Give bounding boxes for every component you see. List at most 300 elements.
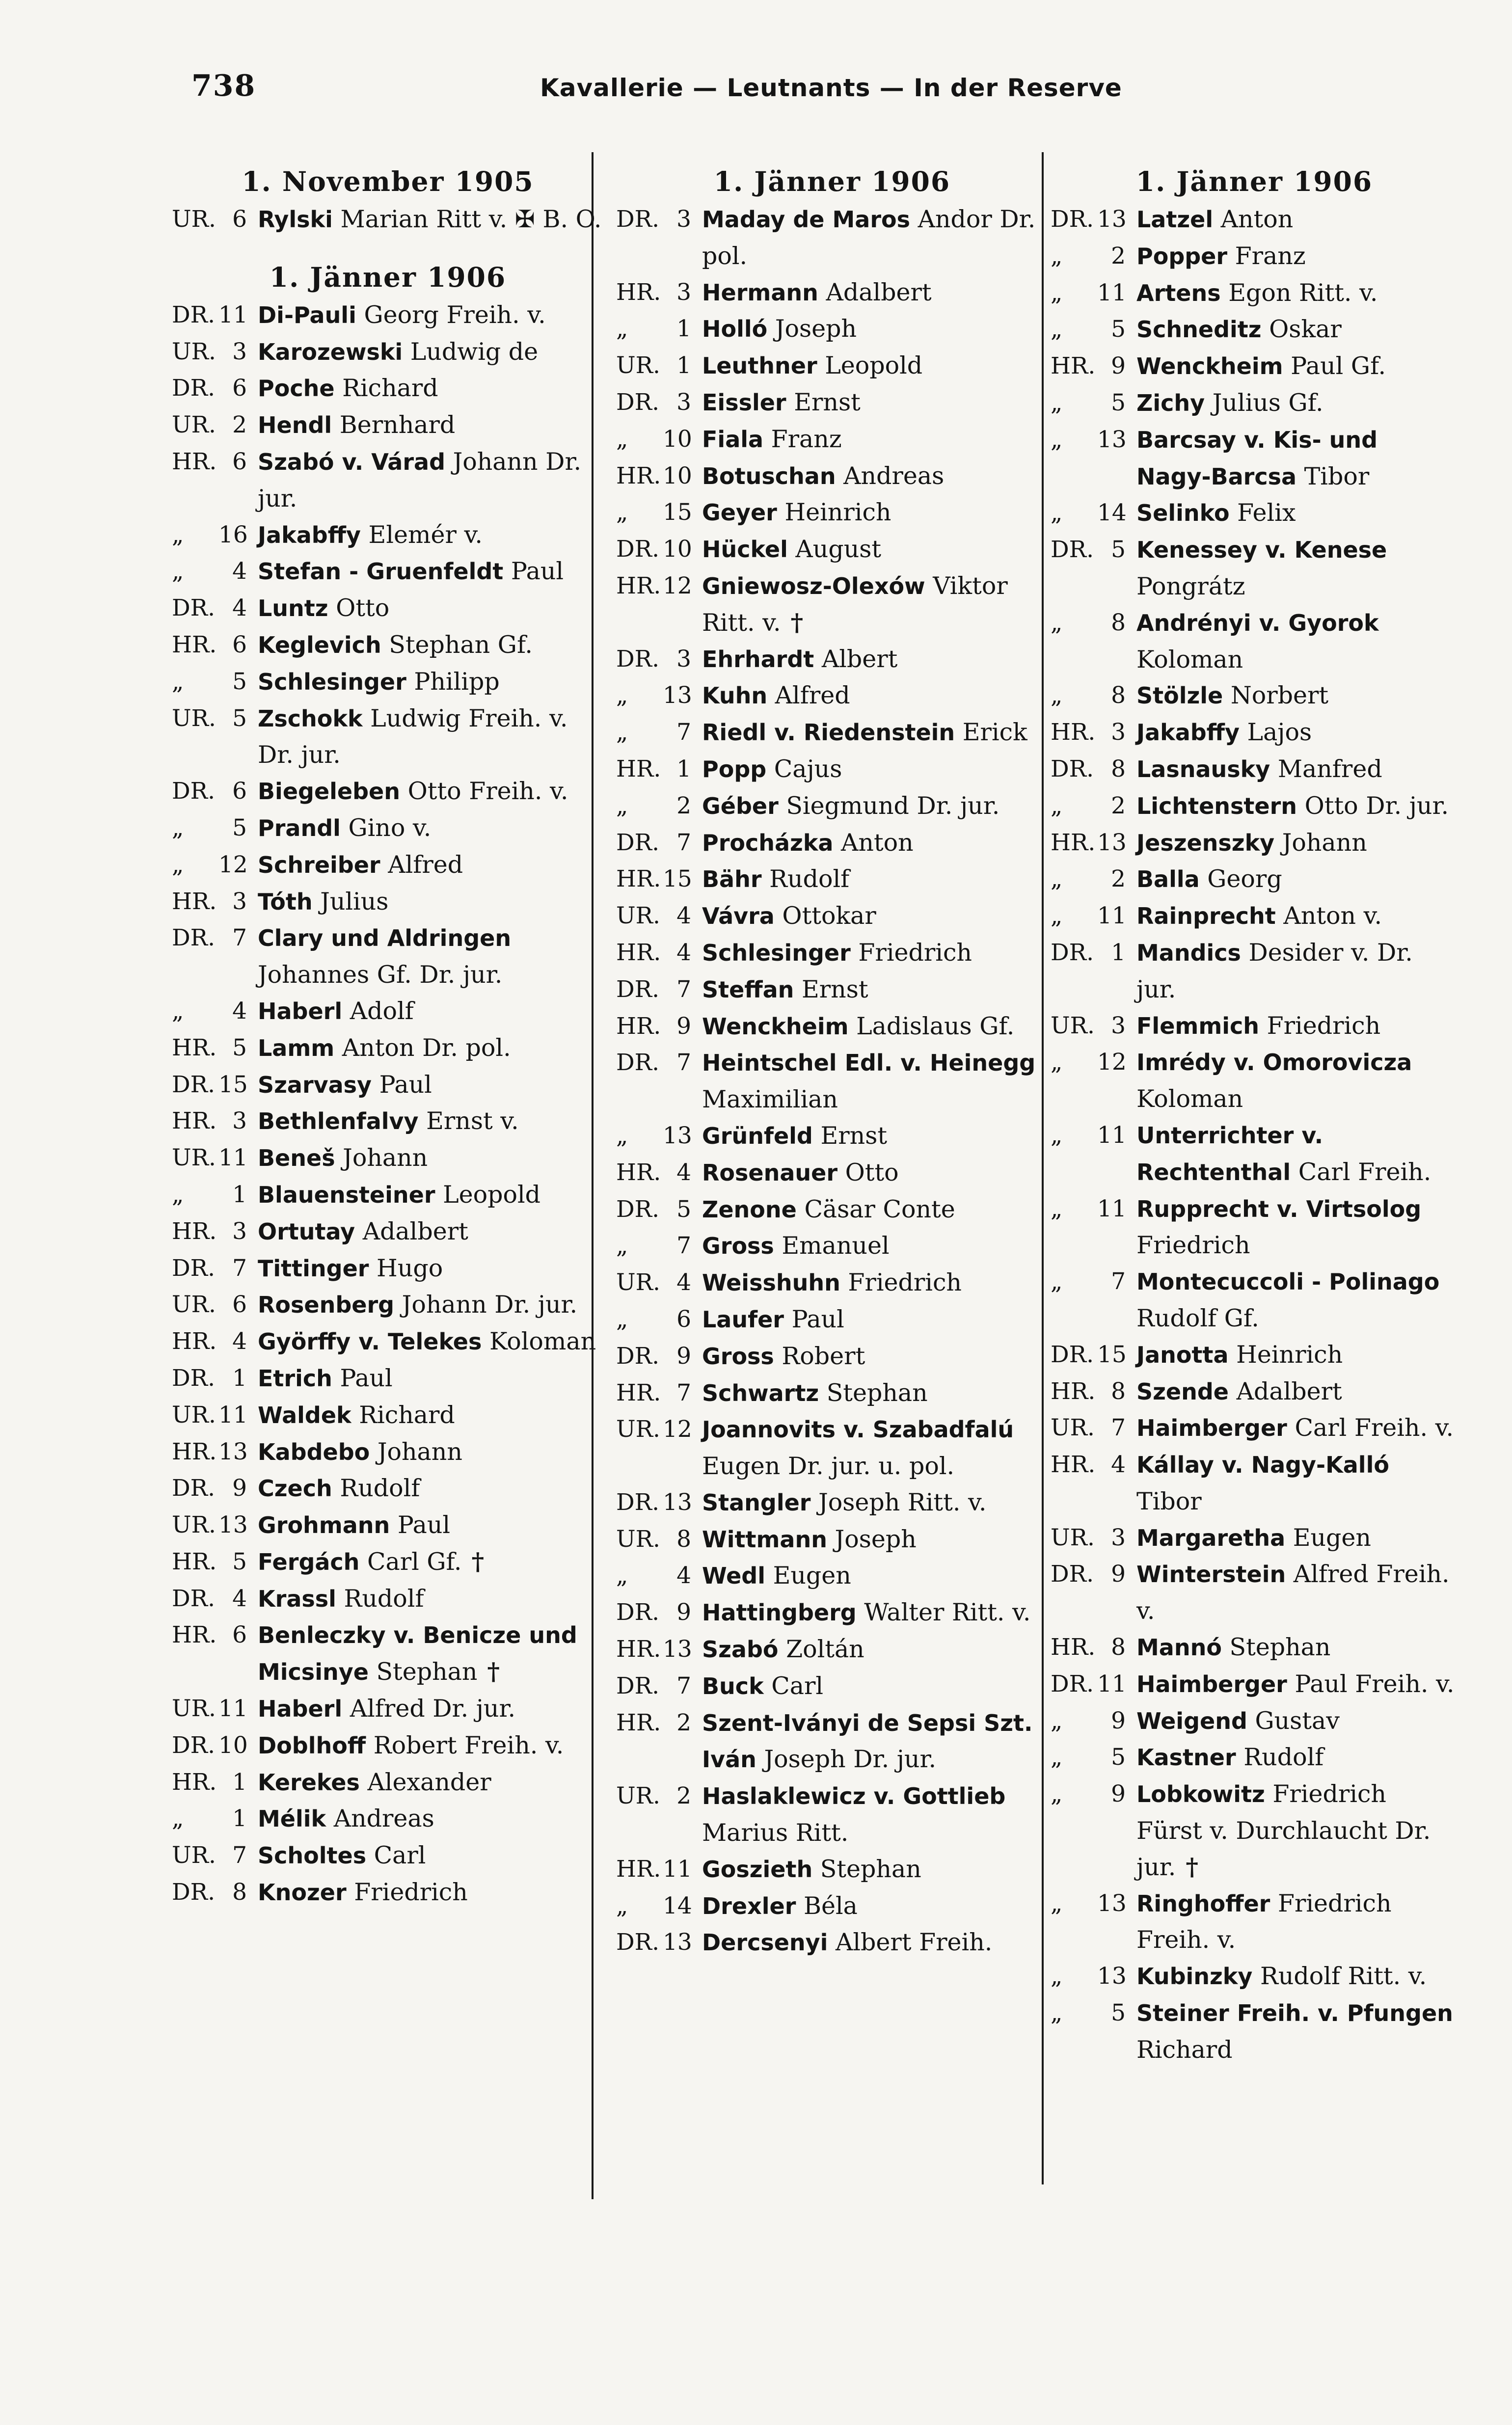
officer-name bbox=[1136, 1117, 1458, 1191]
regiment-number: 7 bbox=[676, 719, 691, 746]
officer-given-names: Ottokar bbox=[782, 902, 876, 930]
regiment-type: „ bbox=[1051, 1195, 1063, 1222]
roster-entry bbox=[1051, 1337, 1458, 1374]
officer-name bbox=[1136, 1447, 1458, 1520]
officer-name bbox=[1136, 1995, 1458, 2068]
officer-name bbox=[702, 201, 1048, 274]
regiment-type: UR. bbox=[172, 704, 216, 732]
regiment-number: 7 bbox=[1111, 1268, 1126, 1295]
officer-name bbox=[258, 773, 604, 810]
regiment-type: DR. bbox=[616, 206, 660, 233]
regiment-number: 3 bbox=[232, 338, 247, 365]
regiment-type: „ bbox=[616, 1305, 628, 1333]
regiment-number: 5 bbox=[232, 668, 247, 695]
officer-name bbox=[702, 1045, 1048, 1118]
roster-entry bbox=[616, 1888, 1048, 1925]
roster-entry bbox=[616, 1301, 1048, 1338]
regiment-type: HR. bbox=[616, 755, 661, 782]
regiment-number: 4 bbox=[232, 1585, 247, 1612]
roster-entry bbox=[1051, 238, 1458, 275]
officer-name bbox=[1136, 1374, 1458, 1410]
roster-entry bbox=[616, 1594, 1048, 1631]
running-head: Kavallerie — Leutnants — In der Reserve bbox=[540, 74, 1122, 102]
regiment-number: 5 bbox=[1111, 389, 1126, 416]
regiment-number: 8 bbox=[1111, 1377, 1126, 1405]
regiment-number: 9 bbox=[1111, 1780, 1126, 1808]
officer-given-names: Eugen Dr. jur. u. pol. bbox=[702, 1452, 955, 1481]
officer-name bbox=[702, 1888, 1048, 1925]
officer-given-names: Felix bbox=[1237, 499, 1296, 527]
regiment-number: 15 bbox=[1097, 1341, 1127, 1368]
roster-entry bbox=[616, 311, 1048, 348]
officer-surname: Biegeleben bbox=[258, 778, 400, 805]
officer-surname: Kenessey v. Kenese bbox=[1136, 537, 1387, 564]
officer-given-names: Johann Dr. jur. bbox=[402, 1291, 578, 1319]
regiment-type: DR. bbox=[1051, 1341, 1094, 1368]
officer-surname: Schreiber bbox=[258, 851, 380, 878]
regiment-type: UR. bbox=[172, 338, 216, 365]
officer-given-names: Ernst v. bbox=[426, 1107, 519, 1135]
officer-given-names: Robert bbox=[782, 1342, 865, 1370]
regiment-number: 14 bbox=[663, 1892, 692, 1919]
regiment-number: 13 bbox=[663, 1488, 692, 1516]
regiment-type: „ bbox=[616, 1562, 628, 1590]
officer-name bbox=[258, 920, 604, 993]
officer-name bbox=[702, 1521, 1048, 1558]
officer-name bbox=[258, 701, 604, 774]
roster-entry bbox=[1051, 495, 1458, 532]
officer-name bbox=[258, 370, 604, 407]
officer-name bbox=[702, 1008, 1048, 1045]
roster-entry bbox=[616, 1924, 1048, 1961]
officer-name bbox=[258, 1213, 604, 1250]
regiment-type: UR. bbox=[172, 411, 216, 439]
officer-surname: Grohmann bbox=[258, 1512, 390, 1539]
roster-entry bbox=[172, 1250, 604, 1287]
officer-surname: Leuthner bbox=[702, 352, 817, 379]
officer-name bbox=[702, 1155, 1048, 1191]
officer-given-names: Heinrich bbox=[784, 498, 891, 527]
regiment-type: „ bbox=[616, 1232, 628, 1260]
officer-surname: Wenckheim bbox=[702, 1013, 849, 1040]
officer-surname: Geyer bbox=[702, 499, 777, 526]
officer-given-names: Siegmund Dr. jur. bbox=[786, 791, 1000, 820]
roster-entry bbox=[1051, 1410, 1458, 1447]
regiment-number: 15 bbox=[218, 1071, 248, 1098]
officer-surname: Tittinger bbox=[258, 1255, 369, 1282]
regiment-number: 4 bbox=[232, 1328, 247, 1355]
regiment-type: DR. bbox=[172, 301, 216, 328]
officer-surname: Holló bbox=[702, 316, 768, 343]
officer-surname: Kubinzky bbox=[1136, 1963, 1253, 1990]
regiment-number: 1 bbox=[232, 1805, 247, 1832]
officer-surname: Zenone bbox=[702, 1196, 797, 1223]
regiment-number: 8 bbox=[1111, 609, 1126, 636]
officer-surname: Kastner bbox=[1136, 1744, 1236, 1771]
officer-surname: Eissler bbox=[702, 389, 786, 416]
officer-surname: Mannó bbox=[1136, 1634, 1222, 1661]
officer-surname: Zschokk bbox=[258, 705, 363, 732]
regiment-type: UR. bbox=[616, 1525, 660, 1553]
officer-surname: Joannovits v. Szabadfalú bbox=[702, 1416, 1014, 1443]
roster-entry bbox=[1051, 825, 1458, 862]
roster-entry bbox=[1051, 788, 1458, 825]
regiment-type: „ bbox=[1051, 1707, 1063, 1734]
officer-surname: Winterstein bbox=[1136, 1561, 1286, 1588]
regiment-type: „ bbox=[616, 1892, 628, 1919]
roster-entry bbox=[616, 898, 1048, 935]
officer-surname: Vávra bbox=[702, 903, 775, 930]
officer-surname: Schlesinger bbox=[258, 668, 406, 695]
officer-name bbox=[258, 201, 604, 238]
officer-given-names: Paul bbox=[791, 1305, 844, 1333]
regiment-type: „ bbox=[616, 792, 628, 819]
officer-surname: Hattingberg bbox=[702, 1599, 857, 1626]
regiment-type: DR. bbox=[172, 1731, 216, 1759]
officer-name bbox=[1136, 311, 1458, 348]
officer-surname: Czech bbox=[258, 1475, 332, 1502]
roster-entry bbox=[616, 825, 1048, 862]
regiment-number: 4 bbox=[232, 594, 247, 622]
officer-given-names: Friedrich bbox=[1267, 1011, 1381, 1040]
officer-given-names: Béla bbox=[803, 1891, 858, 1920]
regiment-number: 7 bbox=[232, 1842, 247, 1869]
roster-entry bbox=[1051, 275, 1458, 312]
roster-entry bbox=[1051, 1447, 1458, 1520]
officer-name bbox=[258, 444, 604, 517]
officer-name bbox=[702, 1228, 1048, 1265]
regiment-number: 13 bbox=[1097, 1963, 1127, 1990]
officer-name bbox=[1136, 1044, 1458, 1117]
officer-name bbox=[702, 751, 1048, 788]
roster-entry bbox=[1051, 714, 1458, 751]
officer-surname: Procházka bbox=[702, 829, 834, 856]
officer-given-names: Otto bbox=[845, 1158, 899, 1186]
officer-surname: Bethlenfalvy bbox=[258, 1108, 419, 1135]
regiment-type: DR. bbox=[172, 778, 216, 805]
regiment-type: DR. bbox=[616, 1049, 660, 1077]
officer-given-names: Egon Ritt. v. bbox=[1228, 278, 1378, 307]
regiment-number: 9 bbox=[1111, 352, 1126, 380]
officer-name bbox=[702, 1778, 1048, 1851]
officer-name bbox=[702, 458, 1048, 495]
regiment-number: 5 bbox=[1111, 1744, 1126, 1771]
roster-entry bbox=[172, 1103, 604, 1140]
officer-name bbox=[702, 788, 1048, 825]
officer-given-names: Richard bbox=[1136, 2035, 1233, 2064]
officer-name bbox=[702, 348, 1048, 384]
officer-surname: Kuhn bbox=[702, 682, 768, 709]
regiment-number: 4 bbox=[676, 939, 691, 966]
officer-given-names: Rudolf bbox=[769, 865, 850, 893]
officer-surname: Wedl bbox=[702, 1563, 765, 1590]
officer-given-names: Paul Freih. v. bbox=[1295, 1670, 1455, 1698]
regiment-number: 8 bbox=[1111, 755, 1126, 782]
roster-entry bbox=[1051, 532, 1458, 605]
officer-name bbox=[1136, 238, 1458, 275]
regiment-number: 3 bbox=[232, 888, 247, 915]
officer-surname: Botuschan bbox=[702, 462, 836, 489]
regiment-type: „ bbox=[616, 425, 628, 453]
roster-entry bbox=[616, 1118, 1048, 1155]
officer-given-names: Robert Freih. v. bbox=[373, 1731, 564, 1759]
regiment-number: 9 bbox=[1111, 1707, 1126, 1734]
officer-given-names: Otto Freih. v. bbox=[407, 777, 568, 806]
regiment-type: HR. bbox=[172, 631, 217, 658]
officer-given-names: Paul bbox=[379, 1070, 432, 1099]
regiment-number: 4 bbox=[676, 902, 691, 930]
roster-entry bbox=[616, 1705, 1048, 1778]
roster-entry bbox=[172, 334, 604, 371]
officer-name bbox=[258, 1067, 604, 1104]
officer-name bbox=[702, 1118, 1048, 1155]
officer-given-names: Johann bbox=[343, 1144, 428, 1172]
officer-surname: Haslaklewicz v. Gottlieb bbox=[702, 1783, 1006, 1810]
regiment-type: DR. bbox=[1051, 939, 1094, 966]
officer-surname: Selinko bbox=[1136, 500, 1230, 527]
roster-entry bbox=[1051, 1629, 1458, 1666]
officer-name bbox=[258, 1764, 604, 1801]
officer-name bbox=[1136, 825, 1458, 862]
officer-given-names: Desider v. Dr. jur. bbox=[1136, 938, 1413, 1003]
regiment-number: 1 bbox=[1111, 939, 1126, 966]
officer-name bbox=[1136, 1776, 1458, 1885]
officer-surname: Clary und Aldringen bbox=[258, 925, 512, 952]
officer-name bbox=[258, 590, 604, 627]
officer-surname: Balla bbox=[1136, 866, 1200, 893]
officer-surname: Schwartz bbox=[702, 1379, 819, 1406]
officer-surname: Szent-Iványi de Sepsi Szt. Iván bbox=[702, 1709, 1033, 1773]
regiment-number: 3 bbox=[1111, 719, 1126, 746]
regiment-number: 5 bbox=[1111, 316, 1126, 343]
regiment-type: „ bbox=[172, 1181, 184, 1208]
regiment-number: 1 bbox=[232, 1181, 247, 1208]
officer-name bbox=[702, 1594, 1048, 1631]
regiment-type: DR. bbox=[172, 1585, 216, 1612]
roster-entry bbox=[616, 861, 1048, 898]
regiment-type: „ bbox=[172, 814, 184, 841]
roster-entry bbox=[172, 407, 604, 444]
column-1 bbox=[172, 162, 604, 1911]
officer-name bbox=[702, 1338, 1048, 1375]
officer-name bbox=[258, 1287, 604, 1323]
regiment-type: „ bbox=[1051, 1963, 1063, 1990]
officer-name bbox=[1136, 1008, 1458, 1045]
regiment-type: HR. bbox=[616, 462, 661, 489]
officer-given-names: Alfred bbox=[388, 850, 463, 879]
regiment-number: 10 bbox=[663, 425, 692, 453]
deceased-cross-icon: † bbox=[1186, 1852, 1198, 1881]
roster-entry bbox=[1051, 605, 1458, 678]
officer-surname: Szarvasy bbox=[258, 1071, 372, 1098]
officer-given-names: Adalbert bbox=[826, 278, 932, 306]
officer-given-names: Julius bbox=[320, 887, 389, 916]
regiment-type: DR. bbox=[616, 1599, 660, 1626]
roster-entry bbox=[616, 1228, 1048, 1265]
officer-surname: Steiner Freih. v. Pfungen bbox=[1136, 2000, 1453, 2027]
roster-entry bbox=[172, 1727, 604, 1764]
regiment-type: „ bbox=[172, 668, 184, 695]
roster-entry bbox=[172, 201, 604, 238]
officer-name bbox=[258, 1801, 604, 1837]
regiment-type: „ bbox=[1051, 1744, 1063, 1771]
regiment-type: UR. bbox=[172, 1291, 216, 1319]
roster-entry bbox=[616, 641, 1048, 678]
roster-entry bbox=[616, 384, 1048, 421]
roster-entry bbox=[1051, 201, 1458, 238]
regiment-type: DR. bbox=[616, 1342, 660, 1370]
officer-name bbox=[702, 531, 1048, 568]
officer-name bbox=[258, 1507, 604, 1544]
regiment-type: DR. bbox=[1051, 755, 1094, 782]
regiment-number: 13 bbox=[218, 1438, 248, 1465]
regiment-number: 4 bbox=[676, 1562, 691, 1590]
officer-surname: Zichy bbox=[1136, 389, 1205, 416]
roster-entry bbox=[1051, 1008, 1458, 1045]
officer-name bbox=[702, 714, 1048, 751]
officer-surname: Fergách bbox=[258, 1548, 360, 1575]
regiment-number: 10 bbox=[218, 1731, 248, 1759]
regiment-number: 7 bbox=[676, 975, 691, 1003]
regiment-number: 9 bbox=[676, 1599, 691, 1626]
regiment-type: DR. bbox=[172, 1254, 216, 1282]
officer-surname: Rupprecht v. Virtsolog bbox=[1136, 1195, 1422, 1222]
officer-name bbox=[258, 1581, 604, 1617]
officer-name bbox=[258, 407, 604, 444]
officer-given-names: Stephan bbox=[820, 1855, 921, 1883]
regiment-number: 2 bbox=[232, 411, 247, 439]
officer-given-names: Franz bbox=[1235, 242, 1306, 270]
regiment-type: „ bbox=[1051, 316, 1063, 343]
roster-entry bbox=[172, 1067, 604, 1104]
officer-given-names: Ladislaus Gf. bbox=[856, 1012, 1015, 1040]
regiment-number: 1 bbox=[676, 315, 691, 343]
regiment-type: „ bbox=[1051, 389, 1063, 416]
regiment-type: UR. bbox=[616, 352, 660, 379]
roster-entry bbox=[616, 751, 1048, 788]
roster-entry bbox=[172, 1801, 604, 1837]
officer-surname: Gross bbox=[702, 1343, 774, 1370]
officer-given-names: Marian Ritt v. ✠ B. O. bbox=[340, 205, 602, 233]
officer-name bbox=[1136, 422, 1458, 495]
regiment-number: 11 bbox=[1097, 279, 1127, 306]
regiment-number: 1 bbox=[232, 1768, 247, 1796]
officer-given-names: Koloman bbox=[1136, 1085, 1243, 1113]
regiment-number: 5 bbox=[1111, 1999, 1126, 2027]
regiment-number: 10 bbox=[663, 462, 692, 489]
officer-given-names: August bbox=[795, 535, 882, 564]
officer-name bbox=[702, 825, 1048, 862]
regiment-number: 7 bbox=[676, 1049, 691, 1077]
officer-surname: Benleczky v. Benicze und Micsinye bbox=[258, 1622, 577, 1686]
regiment-number: 11 bbox=[663, 1855, 692, 1883]
regiment-number: 2 bbox=[676, 1782, 691, 1810]
officer-surname: Szende bbox=[1136, 1378, 1229, 1405]
officer-surname: Janotta bbox=[1136, 1341, 1229, 1368]
roster-entry bbox=[1051, 1374, 1458, 1410]
officer-given-names: Johann Dr. jur. bbox=[258, 447, 582, 512]
officer-name bbox=[258, 1434, 604, 1471]
officer-name bbox=[702, 1924, 1048, 1961]
deceased-cross-icon: † bbox=[487, 1657, 500, 1686]
regiment-type: „ bbox=[616, 719, 628, 746]
regiment-type: „ bbox=[616, 1122, 628, 1149]
roster-entry bbox=[172, 370, 604, 407]
regiment-number: 3 bbox=[1111, 1012, 1126, 1039]
roster-entry bbox=[172, 1360, 604, 1397]
roster-entry bbox=[616, 1778, 1048, 1851]
regiment-type: HR. bbox=[172, 1217, 217, 1245]
officer-given-names: Joseph Ritt. v. bbox=[818, 1488, 987, 1516]
section-date-heading: 1. Jänner 1906 bbox=[1135, 165, 1373, 197]
officer-given-names: Anton v. bbox=[1283, 902, 1382, 930]
roster-entry bbox=[616, 348, 1048, 384]
regiment-number: 6 bbox=[232, 375, 247, 402]
roster-entry bbox=[172, 773, 604, 810]
regiment-number: 6 bbox=[232, 631, 247, 658]
officer-surname: Stölzle bbox=[1136, 682, 1223, 709]
regiment-type: HR. bbox=[172, 1438, 217, 1465]
officer-surname: Kabdebo bbox=[258, 1438, 370, 1465]
officer-name bbox=[1136, 1739, 1458, 1776]
officer-surname: Steffan bbox=[702, 976, 794, 1003]
officer-surname: Imrédy v. Omorovicza bbox=[1136, 1049, 1412, 1076]
regiment-type: DR. bbox=[1051, 206, 1094, 233]
regiment-number: 12 bbox=[663, 1416, 692, 1443]
officer-given-names: Carl Freih. bbox=[1298, 1158, 1431, 1186]
officer-surname: Mélik bbox=[258, 1805, 326, 1832]
roster-entry bbox=[1051, 1739, 1458, 1776]
officer-surname: Weigend bbox=[1136, 1707, 1247, 1734]
roster-entry bbox=[172, 1470, 604, 1507]
regiment-type: DR. bbox=[616, 1195, 660, 1223]
regiment-number: 11 bbox=[218, 1695, 248, 1723]
officer-given-names: Rudolf bbox=[340, 1474, 420, 1503]
regiment-number: 9 bbox=[232, 1475, 247, 1502]
regiment-type: „ bbox=[1051, 426, 1063, 453]
regiment-number: 11 bbox=[1097, 1670, 1127, 1698]
officer-surname: Jakabffy bbox=[1136, 719, 1240, 746]
regiment-number: 2 bbox=[1111, 242, 1126, 269]
officer-name bbox=[702, 1265, 1048, 1301]
officer-given-names: Julius Gf. bbox=[1212, 388, 1323, 417]
officer-given-names: Adalbert bbox=[362, 1217, 468, 1245]
regiment-number: 3 bbox=[232, 1217, 247, 1245]
officer-name bbox=[258, 1103, 604, 1140]
officer-given-names: Carl Gf. bbox=[367, 1547, 462, 1576]
regiment-type: HR. bbox=[616, 1636, 661, 1663]
officer-given-names: Ernst bbox=[820, 1121, 888, 1150]
officer-given-names: Otto bbox=[336, 594, 390, 622]
officer-name bbox=[1136, 1958, 1458, 1995]
officer-surname: Keglevich bbox=[258, 631, 381, 658]
regiment-type: DR. bbox=[1051, 1561, 1094, 1588]
regiment-type: DR. bbox=[172, 1879, 216, 1906]
regiment-type: „ bbox=[616, 499, 628, 526]
officer-surname: Hermann bbox=[702, 279, 818, 306]
regiment-number: 5 bbox=[232, 814, 247, 841]
roster-entry bbox=[172, 1434, 604, 1471]
regiment-number: 13 bbox=[663, 1636, 692, 1663]
officer-name bbox=[1136, 935, 1458, 1008]
officer-given-names: Leopold bbox=[443, 1180, 541, 1209]
regiment-number: 8 bbox=[676, 1525, 691, 1553]
regiment-number: 3 bbox=[676, 278, 691, 306]
roster-entry bbox=[1051, 1556, 1458, 1629]
officer-name bbox=[258, 1177, 604, 1213]
regiment-type: DR. bbox=[172, 375, 216, 402]
officer-name bbox=[258, 993, 604, 1030]
